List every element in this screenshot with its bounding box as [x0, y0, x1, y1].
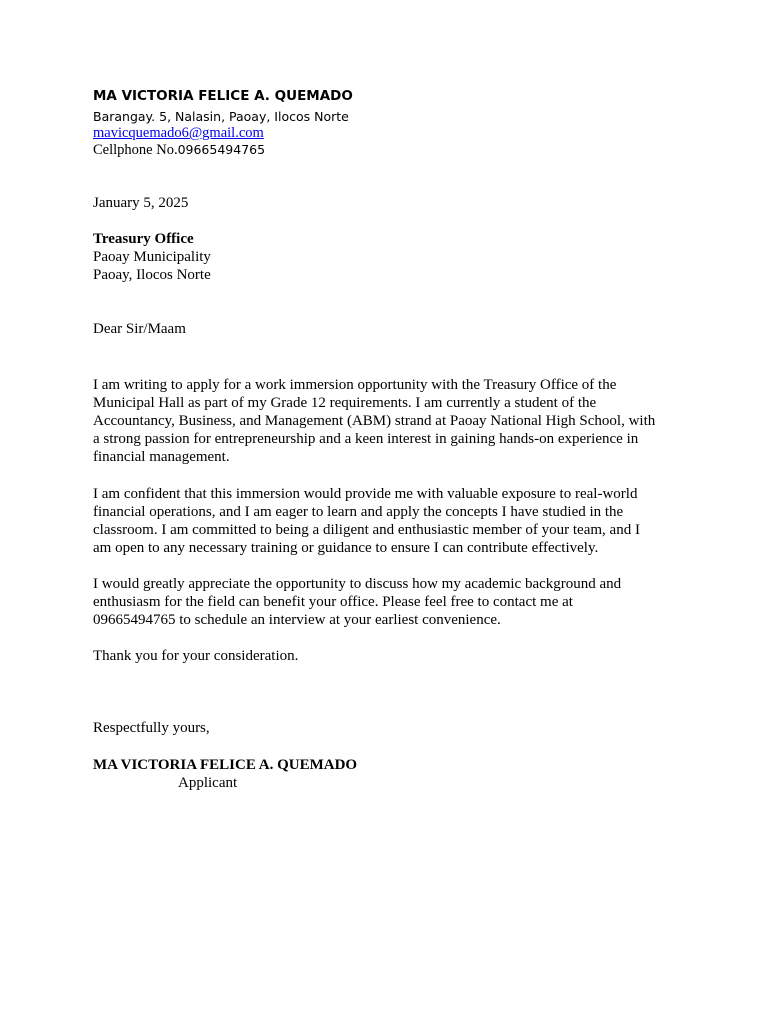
sender-address: [93, 108, 688, 125]
paragraph-line: Municipal Hall as part of my Grade 12 requirements. I am currently a student of the: [93, 395, 597, 411]
salutation: [93, 320, 688, 338]
paragraph-line: a strong passion for entrepreneurship and a keen interest in gaining hands-on experience in: [93, 431, 639, 447]
sender-name-text: MA VICTORIA FELICE A. QUEMADO: [93, 88, 353, 104]
paragraph-line: classroom. I am committed to being a diligent and enthusiastic member of your team, and I: [93, 522, 640, 538]
recipient-line-2: Paoay, Ilocos Norte: [93, 267, 211, 283]
paragraph-line: I am confident that this immersion would provide me with valuable exposure to real-world: [93, 486, 638, 502]
sender-address-text: Barangay. 5, Nalasin, Paoay, Ilocos Norte: [93, 109, 349, 124]
sender-email-link[interactable]: mavicquemado6@gmail.com: [93, 125, 264, 141]
paragraph-line: I am writing to apply for a work immersion opportunity with the Treasury Office of the: [93, 377, 617, 393]
phone-number: 09665494765: [177, 142, 266, 157]
salutation-text: Dear Sir/Maam: [93, 321, 186, 337]
recipient-line-1: Paoay Municipality: [93, 249, 211, 265]
sender-email[interactable]: [93, 124, 688, 142]
paragraph-line: enthusiasm for the field can benefit your office. Please feel free to contact me at: [93, 594, 573, 610]
paragraph-line: 09665494765 to schedule an interview at your earliest convenience.: [93, 612, 501, 628]
paragraph-line: financial management.: [93, 449, 230, 465]
letter-date-text: January 5, 2025: [93, 195, 189, 211]
recipient-block: [93, 230, 688, 284]
recipient-name: Treasury Office: [93, 231, 194, 247]
body-paragraph-2: [93, 485, 688, 557]
paragraph-line: Accountancy, Business, and Management (ABM) strand at Paoay National High School, with: [93, 413, 656, 429]
paragraph-line: financial operations, and I am eager to learn and apply the concepts I have studied in the: [93, 504, 624, 520]
paragraph-line: Thank you for your consideration.: [93, 648, 299, 664]
paragraph-line: I would greatly appreciate the opportunity to discuss how my academic background and: [93, 576, 622, 592]
sender-phone-line: [93, 141, 688, 159]
closing-text: Respectfully yours,: [93, 720, 210, 736]
signature-name: [93, 756, 688, 774]
body-paragraph-3: [93, 575, 688, 629]
closing: [93, 719, 688, 737]
signature-title-text: Applicant: [178, 775, 238, 791]
paragraph-line: am open to any necessary training or guidance to ensure I can contribute effectively.: [93, 540, 599, 556]
signature-name-text: MA VICTORIA FELICE A. QUEMADO: [93, 757, 358, 773]
phone-label: Cellphone No.: [93, 142, 178, 158]
signature-title: [178, 774, 688, 792]
sender-phone: [93, 141, 688, 159]
body-paragraph-1: [93, 376, 688, 466]
body-paragraph-4: [93, 647, 688, 665]
letter-date: [93, 194, 688, 212]
sender-name: [93, 87, 688, 105]
